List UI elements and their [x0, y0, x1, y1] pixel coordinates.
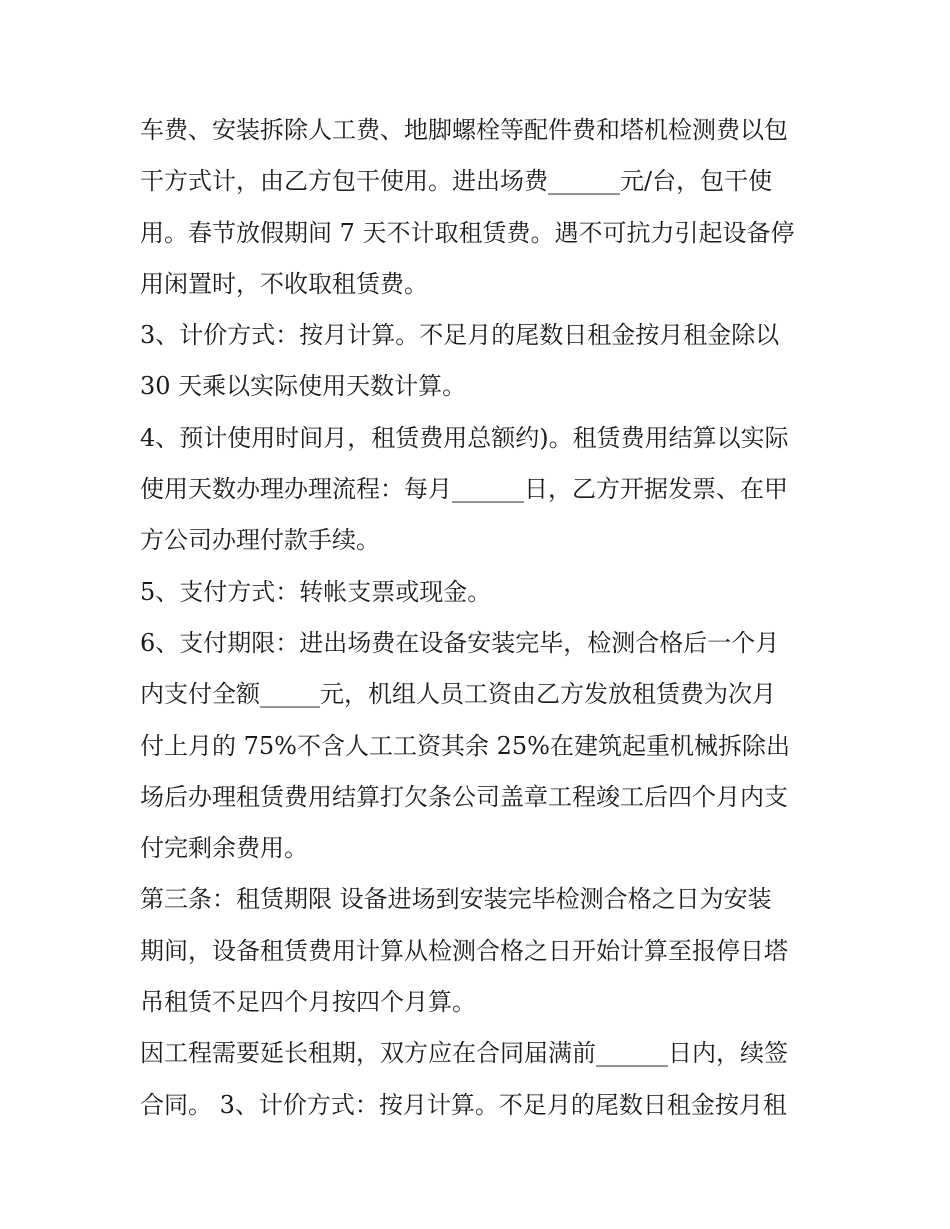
text-line: 6、支付期限：进出场费在设备安装完毕，检测合格后一个月 [140, 628, 780, 657]
text-line: 用。春节放假期间 7 天不计取租赁费。遇不可抗力引起设备停 [140, 218, 795, 247]
text-line: 付完剩余费用。 [140, 834, 308, 863]
text-line: 内支付全额_____元，机组人员工资由乙方发放租赁费为次月 [140, 680, 776, 709]
text-line: 付上月的 75%不含人工工资其余 25%在建筑起重机械拆除出 [140, 731, 790, 760]
text-line: 3、计价方式：按月计算。不足月的尾数日租金按月租金除以 [140, 321, 780, 350]
text-line: 用闲置时，不收取租赁费。 [140, 269, 428, 298]
text-line: 因工程需要延长租期，双方应在合同届满前______日内，续签 [140, 1039, 788, 1068]
text-line: 期间，设备租赁费用计算从检测合格之日开始计算至报停日塔 [140, 936, 788, 965]
text-line: 场后办理租赁费用结算打欠条公司盖章工程竣工后四个月内支 [140, 782, 788, 811]
text-line: 第三条：租赁期限 设备进场到安装完毕检测合格之日为安装 [140, 885, 772, 914]
text-line: 5、支付方式：转帐支票或现金。 [140, 577, 492, 606]
text-line: 4、预计使用时间月，租赁费用总额约)。租赁费用结算以实际 [140, 423, 789, 452]
text-line: 使用天数办理办理流程：每月______日，乙方开据发票、在甲 [140, 475, 788, 504]
text-line: 车费、安装拆除人工费、地脚螺栓等配件费和塔机检测费以包 [140, 116, 788, 144]
text-line: 干方式计，由乙方包干使用。进出场费______元/台，包干使 [140, 167, 773, 196]
text-line: 合同。 3、计价方式：按月计算。不足月的尾数日租金按月租 [140, 1090, 787, 1119]
contract-text [140, 105, 820, 1131]
text-line: 30 天乘以实际使用天数计算。 [140, 372, 467, 401]
text-line: 方公司办理付款手续。 [140, 526, 380, 555]
text-line: 吊租赁不足四个月按四个月算。 [140, 988, 476, 1017]
